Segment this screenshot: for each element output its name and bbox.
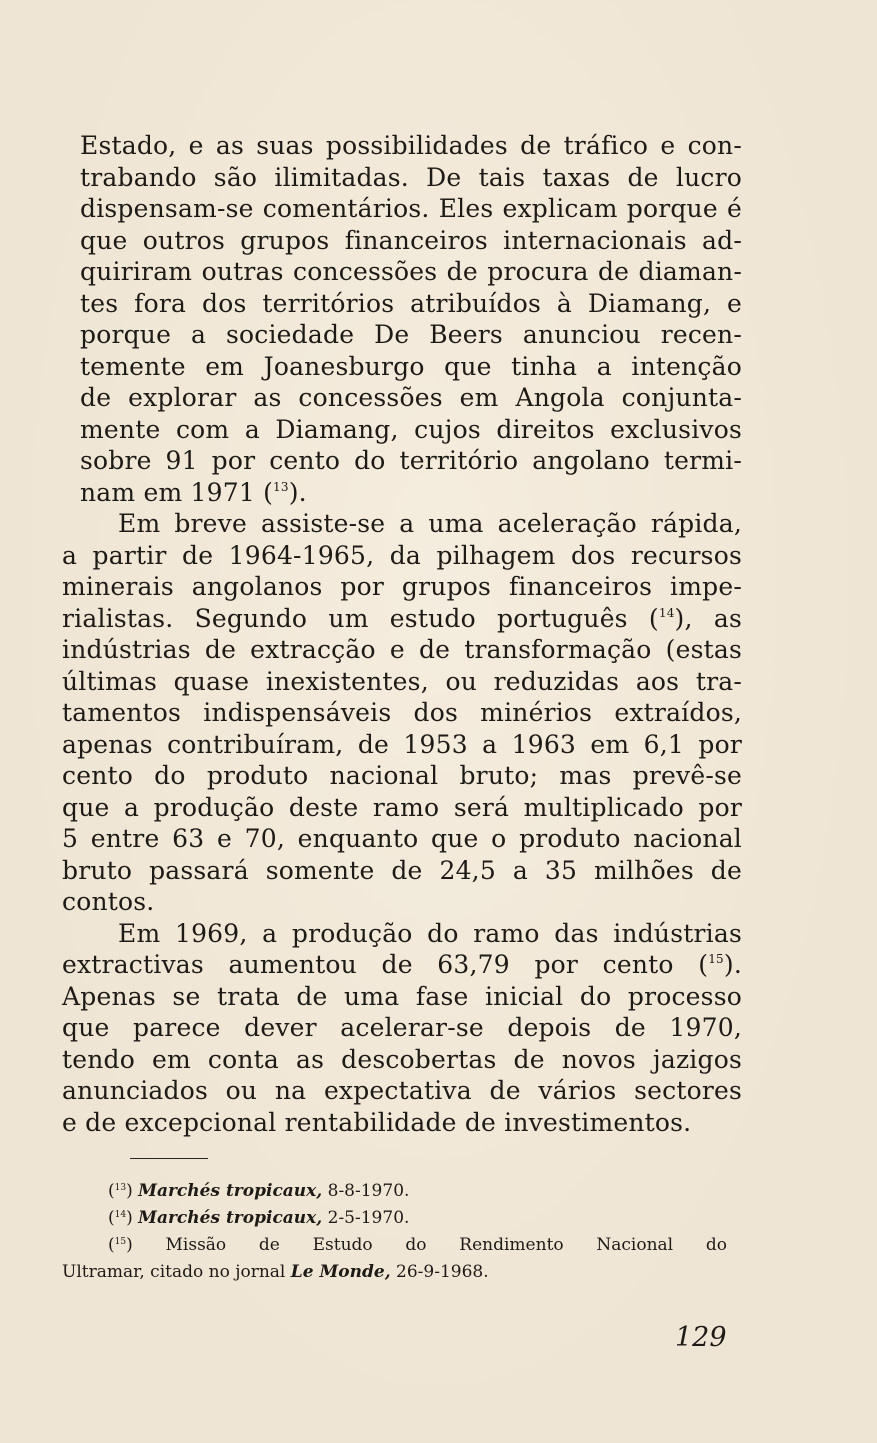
footnotes — [62, 1178, 727, 1286]
footnote-ref-15: 15 — [708, 952, 724, 966]
journal-title: Marchés tropicaux, — [138, 1181, 323, 1201]
text-line: 5 entre 63 e 70, enquanto que o produto nacional — [62, 824, 742, 853]
text-line: a partir de 1964-1965, da pilhagem dos recursos — [62, 540, 742, 570]
body-text — [62, 130, 742, 1138]
text-line: quiriram outras concessões de procura de diaman- — [80, 257, 742, 286]
footnote-number: 14 — [114, 1210, 127, 1220]
footnote-14: ($^{14}$) Marchés tropicaux, 2-5-1970. — [108, 1208, 410, 1228]
footnote-text: Ultramar, citado no jornal — [62, 1262, 286, 1282]
text-line: anunciados ou na expectativa de vários sectores — [62, 1076, 742, 1105]
text-line: tendo em conta as descobertas de novos jazigos — [62, 1044, 742, 1074]
line-text: extractivas aumentou de 63,79 por cento ( — [62, 950, 709, 979]
text-line: trabando são ilimitadas. De tais taxas de lucro — [80, 162, 742, 192]
text-line: minerais angolanos por grupos financeiros impe- — [62, 572, 742, 601]
text-line: e de excepcional rentabilidade de investimentos. — [62, 1107, 692, 1137]
text-line: Estado, e as suas possibilidades de tráfico e con- — [80, 131, 742, 160]
text-line: Apenas se trata de uma fase inicial do processo — [62, 981, 742, 1011]
line-text: ). — [288, 477, 307, 507]
journal-title: Marchés tropicaux, — [138, 1208, 323, 1228]
text-line: últimas quase inexistentes, ou reduzidas aos tra- — [62, 666, 742, 696]
footnote-text: Missão de Estudo do Rendimento Nacional do — [165, 1235, 727, 1255]
text-line: que a produção deste ramo será multiplicado por — [62, 792, 742, 822]
text-line: Em 1969, a produção do ramo das indústrias — [118, 918, 742, 948]
line-text: ), as — [674, 603, 742, 633]
text-line: Em breve assiste-se a uma aceleração rápida, — [118, 509, 742, 538]
page-number: 129 — [675, 1322, 727, 1353]
footnote-15: ($^{15}$) Missão de Estudo do Rendimento Nacional do — [108, 1235, 727, 1255]
paragraph-1 — [62, 130, 742, 508]
text-line: tes fora dos territórios atribuídos à Diamang, e — [80, 288, 742, 318]
line-text: nam em 1971 ( — [80, 477, 274, 507]
text-line: de explorar as concessões em Angola conjunta- — [80, 383, 742, 412]
footnote-number: 15 — [114, 1237, 127, 1247]
footnote-ref-14: 14 — [658, 605, 675, 620]
footnote-date: 26-9-1968. — [396, 1262, 489, 1282]
journal-title: Le Monde, — [290, 1262, 391, 1282]
text-line: dispensam-se comentários. Eles explicam porque é — [80, 194, 742, 223]
footnote-date: 2-5-1970. — [327, 1208, 410, 1228]
text-line — [62, 603, 742, 635]
text-line — [80, 477, 742, 509]
footnote-number: 13 — [114, 1183, 127, 1193]
text-line: porque a sociedade De Beers anunciou recen- — [80, 320, 742, 349]
line-text: ). — [723, 950, 742, 979]
text-line: temente em Joanesburgo que tinha a intenção — [80, 351, 742, 381]
paragraph-3 — [62, 918, 742, 1139]
text-line: sobre 91 por cento do território angolano termi- — [80, 446, 742, 475]
text-line: indústrias de extracção e de transformação (estas — [62, 635, 742, 664]
text-line: que parece dever acelerar-se depois de 1970, — [62, 1013, 742, 1042]
footnote-date: 8-8-1970. — [327, 1181, 410, 1201]
text-line — [62, 949, 742, 981]
text-line: mente com a Diamang, cujos direitos exclusivos — [80, 414, 742, 444]
footnote-separator — [130, 1158, 208, 1159]
text-line: que outros grupos financeiros internacionais ad- — [80, 225, 742, 255]
footnote-13: ($^{13}$) Marchés tropicaux, 8-8-1970. — [108, 1181, 410, 1201]
text-line: cento do produto nacional bruto; mas prevê-se — [62, 761, 742, 790]
text-line: contos. — [62, 887, 155, 916]
footnote-15-continued — [62, 1259, 727, 1286]
text-line: bruto passará somente de 24,5 a 35 milhões de — [62, 855, 742, 885]
text-line: apenas contribuíram, de 1953 a 1963 em 6,1 por — [62, 729, 742, 759]
line-text: rialistas. Segundo um estudo português ( — [62, 603, 659, 633]
paragraph-2 — [62, 508, 742, 918]
footnote-ref-13: 13 — [273, 479, 289, 494]
text-line: tamentos indispensáveis dos minérios extraídos, — [62, 698, 742, 727]
